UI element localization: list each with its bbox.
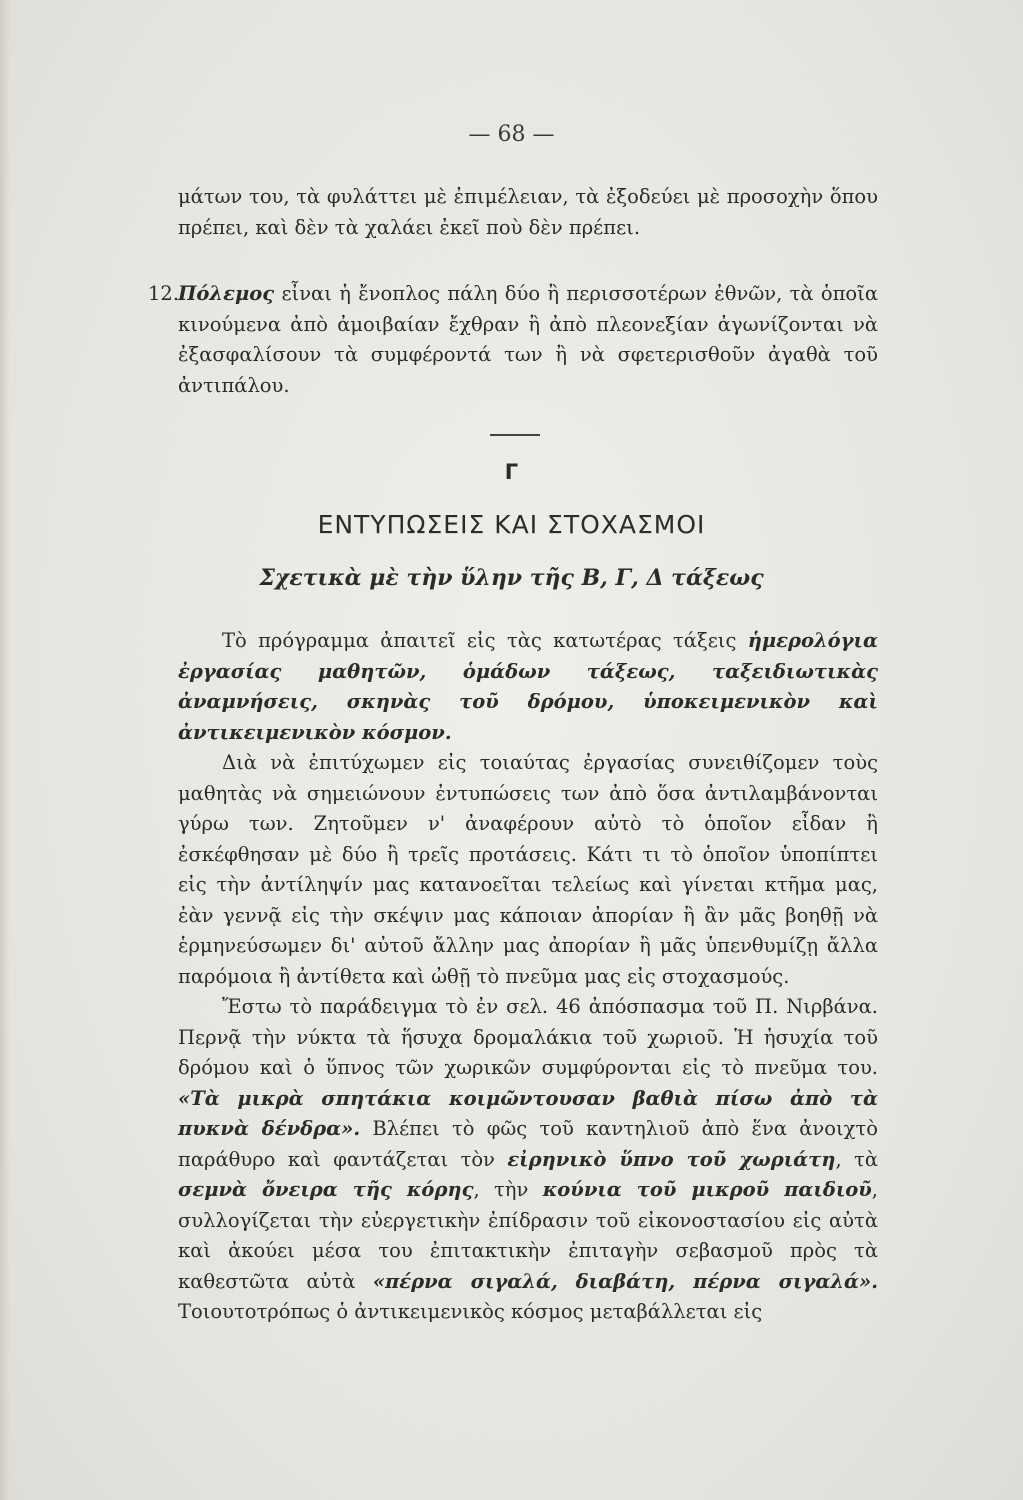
page-number: — 68 — [468,122,555,147]
paragraph-program-lead: Τὸ πρόγραμμα ἀπαιτεῖ εἰς τὰς κατωτέρας τάξεις [222,629,748,652]
example-text-1: Ἔστω τὸ παράδειγμα τὸ ἐν σελ. 46 ἀπόσπασμα τοῦ Π. Νιρβάνα. Περνᾷ τὴν νύκτα τὰ ἥσυχα δρομαλάκια τοῦ χωριοῦ. Ἡ ἡσυχία τοῦ δρόμου καὶ ὁ ὕπνος τῶν χωρικῶν συμφύρονται εἰς τὸ πνεῦμα του. [178,995,878,1079]
example-quote-1: «Τὰ μικρὰ σπητάκια κοιμῶντουσαν βαθιὰ πίσω ἀπὸ τὰ πυκνὰ δένδρα». [178,1086,878,1140]
example-quote-3: σεμνὰ ὄνειρα τῆς κόρης [178,1178,474,1201]
item-12 [148,279,878,401]
section-divider [490,434,540,436]
section-heading: ΕΝΤΥΠΩΣΕΙΣ ΚΑΙ ΣΤΟΧΑΣΜΟΙ [317,510,706,539]
example-quote-2: εἰρηνικὸ ὕπνο τοῦ χωριάτη [507,1147,836,1171]
example-text-5: , συλλογίζεται τὴν εὐεργετικὴν ἐπίδρασιν τοῦ εἰκονοστασίου εἰς αὐτὰ καὶ ἀκούει μέσα του ἐπιτακτικὴν ἐπιταγὴν σεβασμοῦ πρὸς τὰ καθεστῶτα αὐτὰ [178,1178,878,1293]
item-number: 12. [148,282,180,305]
example-text-6: Τοιουτοτρόπως ὁ ἀντικειμενικὸς κόσμος μεταβάλλεται εἰς [178,1300,763,1323]
binding-edge-shadow [0,0,10,1500]
paragraph-program-emphasis: ἡμερολόγια ἐργασίας μαθητῶν, ὁμάδων τάξεως, ταξειδιωτικὰς ἀναμνήσεις, σκηνὰς τοῦ δρόμου, ὑποκειμενικὸν καὶ ἀντικειμενικὸν κόσμον. [178,629,878,744]
example-quote-5: «πέρνα σιγαλά, διαβάτη, πέρνα σιγαλά». [372,1269,879,1293]
item-text: εἶναι ἡ ἔνοπλος πάλη δύο ἢ περισσοτέρων ἐθνῶν, τὰ ὁποῖα κινούμενα ἀπὸ ἀμοιβαίαν ἔχθραν ἢ ἀπὸ πλεονεξίαν ἀγωνίζονται νὰ ἐξασφαλίσουν τὰ συμφέροντά των ἢ νὰ σφετερισθοῦν ἀγαθὰ τοῦ ἀντιπάλου. [178,282,878,397]
paragraph-method: Διὰ νὰ ἐπιτύχωμεν εἰς τοιαύτας ἐργασίας συνειθίζομεν τοὺς μαθητὰς νὰ σημειώνουν ἐντυπώσεις των ἀπὸ ὅσα ἀντιλαμβάνονται γύρω των. Ζητοῦμεν ν' ἀναφέρουν αὐτὸ τὸ ὁποῖον εἶδαν ἢ ἐσκέφθησαν μὲ δύο ἢ τρεῖς προτάσεις. Κάτι τι τὸ ὁποῖον ὑποπίπτει εἰς τὴν ἀντίληψίν μας κατανοεῖται τελείως καὶ γίνεται κτῆμα μας, ἐὰν γεννᾷ εἰς τὴν σκέψιν μας κάποιαν ἀπορίαν ἢ ἂν μᾶς βοηθῇ νὰ ἑρμηνεύσωμεν δι' αὐτοῦ ἄλλην μας ἀπορίαν ἢ μᾶς ὑπενθυμίζῃ ἄλλα παρόμοια ἢ ἀντίθετα καὶ ὠθῇ τὸ πνεῦμα μας εἰς στοχασμούς. [178,751,878,988]
paragraph-program [178,626,878,748]
body-text [178,626,878,1328]
example-text-3: , τὰ [835,1147,878,1171]
section-subheading: Σχετικὰ μὲ τὴν ὕλην τῆς Β, Γ, Δ τάξεως [259,565,764,591]
section-letter: Γ [504,460,519,484]
top-paragraph: μάτων του, τὰ φυλάττει μὲ ἐπιμέλειαν, τὰ ἐξοδεύει μὲ προσοχὴν ὅπου πρέπει, καὶ δὲν τὰ χαλάει ἐκεῖ ποὺ δὲν πρέπει. [178,185,878,239]
item-term: Πόλεμος [178,282,275,305]
example-text-2: Βλέπει τὸ φῶς τοῦ καντηλιοῦ ἀπὸ ἕνα ἀνοιχτὸ παράθυρο καὶ φαντάζεται τὸν [178,1117,879,1171]
top-paragraph-block [178,182,878,243]
item-12-block [148,279,878,401]
example-text-4: , τὴν [473,1178,543,1201]
example-quote-4: κούνια τοῦ μικροῦ παιδιοῦ [542,1178,872,1201]
paragraph-example [178,992,878,1328]
